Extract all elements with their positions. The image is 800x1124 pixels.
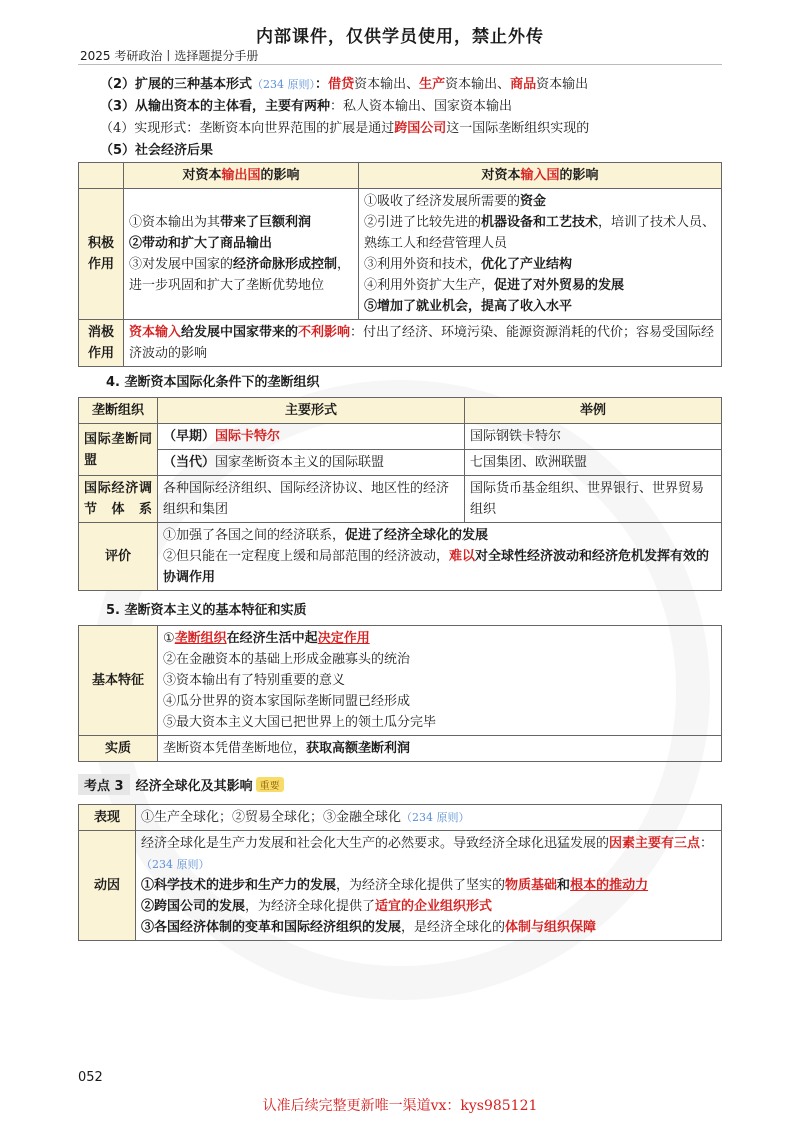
t2-row1b-example: 七国集团、欧洲联盟 xyxy=(465,450,722,476)
t2-row2-example: 国际货币基金组织、世界银行、世界贸易组织 xyxy=(465,476,722,523)
point-2-b: 生产 xyxy=(419,77,446,92)
point-2-c: 商品 xyxy=(510,77,537,92)
point-2-a2: 资本输出、 xyxy=(354,77,420,92)
t1-positive-label: 积极作用 xyxy=(79,189,124,320)
point-2-c2: 资本输出 xyxy=(536,77,589,92)
capital-export-table xyxy=(78,162,722,367)
t4-row1-text: ①生产全球化；②贸易全球化；③金融全球化（234 原则） xyxy=(136,805,722,831)
point-4 xyxy=(100,118,722,140)
header-title: 内部课件，仅供学员使用，禁止外传 xyxy=(256,27,544,47)
t1-negative-label: 消极作用 xyxy=(79,320,124,367)
point-2-tag: （234 原则） xyxy=(252,78,316,91)
t1-in-effects: ①吸收了经济发展所需要的资金 ②引进了比较先进的机器设备和工艺技术，培训了技术人员、熟练工人和经营管理人员 ③利用外资和技术，优化了产业结构 ④利用外资扩大生产，促进了对外贸易的发展 ⑤增加了就业机会，提高了收入水平 xyxy=(359,189,722,320)
kaodian-badge: 考点 3 xyxy=(78,774,130,795)
point-3 xyxy=(100,96,722,118)
t2-row3-evaluation: ①加强了各国之间的经济联系，促进了经济全球化的发展 ②但只能在一定程度上缓和局部范围的经济波动，难以对全球性经济波动和经济危机发挥有效的协调作用 xyxy=(158,523,722,591)
t2-row3-label: 评价 xyxy=(79,523,158,591)
point-2-sep: ： xyxy=(315,77,329,92)
point-5 xyxy=(100,140,722,162)
t2-header-example: 举例 xyxy=(465,398,722,424)
t2-row1a-form: （早期）国际卡特尔 xyxy=(158,424,465,450)
point-4-tail: 这一国际垄断组织实现的 xyxy=(446,121,590,136)
t3-features-label: 基本特征 xyxy=(79,626,158,736)
important-tag: 重要 xyxy=(256,777,284,792)
t2-header-form: 主要形式 xyxy=(158,398,465,424)
header-divider xyxy=(78,64,722,65)
point-2-a: 借贷 xyxy=(328,77,355,92)
point-5-label: （5）社会经济后果 xyxy=(100,143,214,158)
t1-header-out: 对资本输出国的影响 xyxy=(124,163,359,189)
page-content xyxy=(78,74,722,941)
point-3-text: ：私人资本输出、国家资本输出 xyxy=(330,99,513,114)
t1-out-effects: ①资本输出为其带来了巨额利润 ②带动和扩大了商品输出 ③对发展中国家的经济命脉形成控制，进一步巩固和扩大了垄断优势地位 xyxy=(124,189,359,320)
t4-row2-text: 经济全球化是生产力发展和社会化大生产的必然要求。导致经济全球化迅猛发展的因素主要有三点：（234 原则） ①科学技术的进步和生产力的发展，为经济全球化提供了坚实的物质基础和根本的推动力 ②跨国公司的发展，为经济全球化提供了适宜的企业组织形式 ③各国经济体制的变革和国际经济组织的发展，是经济全球化的体制与组织保障 xyxy=(136,831,722,941)
kaodian-title: 经济全球化及其影响 xyxy=(135,779,253,794)
t2-header-org: 垄断组织 xyxy=(79,398,158,424)
t1-header-in: 对资本输入国的影响 xyxy=(359,163,722,189)
t1-negative-effects: 资本输入给发展中国家带来的不利影响：付出了经济、环境污染、能源资源消耗的代价；容易受国际经济波动的影响 xyxy=(124,320,722,367)
t2-row2-form: 各种国际经济组织、国际经济协议、地区性的经济组织和集团 xyxy=(158,476,465,523)
section-4-title: 4. 垄断资本国际化条件下的垄断组织 xyxy=(106,375,320,390)
point-2-label: （2）扩展的三种基本形式 xyxy=(100,77,253,92)
section-5-title: 5. 垄断资本主义的基本特征和实质 xyxy=(106,603,307,618)
point-4-red: 跨国公司 xyxy=(394,121,447,136)
t2-row1b-form: （当代）国家垄断资本主义的国际联盟 xyxy=(158,450,465,476)
page-number: 052 xyxy=(78,1070,103,1085)
point-2 xyxy=(100,74,722,96)
t2-row2-label: 国际经济调节体系 xyxy=(79,476,158,523)
t3-essence-label: 实质 xyxy=(79,736,158,762)
globalization-table xyxy=(78,804,722,941)
t3-features: ①垄断组织在经济生活中起决定作用 ②在金融资本的基础上形成金融寡头的统治 ③资本输出有了特别重要的意义 ④瓜分世界的资本家国际垄断同盟已经形成 ⑤最大资本主义大国已把世界上的领土瓜分完毕 xyxy=(158,626,722,736)
t4-row2-label: 动因 xyxy=(79,831,136,941)
monopoly-organization-table xyxy=(78,397,722,591)
t2-row1-label: 国际垄断同盟 xyxy=(79,424,158,476)
kaodian-heading xyxy=(78,774,722,796)
footer-notice: 认准后续完整更新唯一渠道vx：kys985121 xyxy=(262,1098,538,1114)
t4-row1-label: 表现 xyxy=(79,805,136,831)
t1-corner xyxy=(79,163,124,189)
t3-essence: 垄断资本凭借垄断地位，获取高额垄断利润 xyxy=(158,736,722,762)
point-2-b2: 资本输出、 xyxy=(445,77,511,92)
point-4-label: （4）实现形式：垄断资本向世界范围的扩展是通过 xyxy=(100,121,395,136)
header-subtitle: 2025 考研政治丨选择题提分手册 xyxy=(80,49,259,63)
monopoly-capitalism-table xyxy=(78,625,722,762)
point-3-label: （3）从输出资本的主体看，主要有两种 xyxy=(100,99,331,114)
t2-row1a-example: 国际钢铁卡特尔 xyxy=(465,424,722,450)
